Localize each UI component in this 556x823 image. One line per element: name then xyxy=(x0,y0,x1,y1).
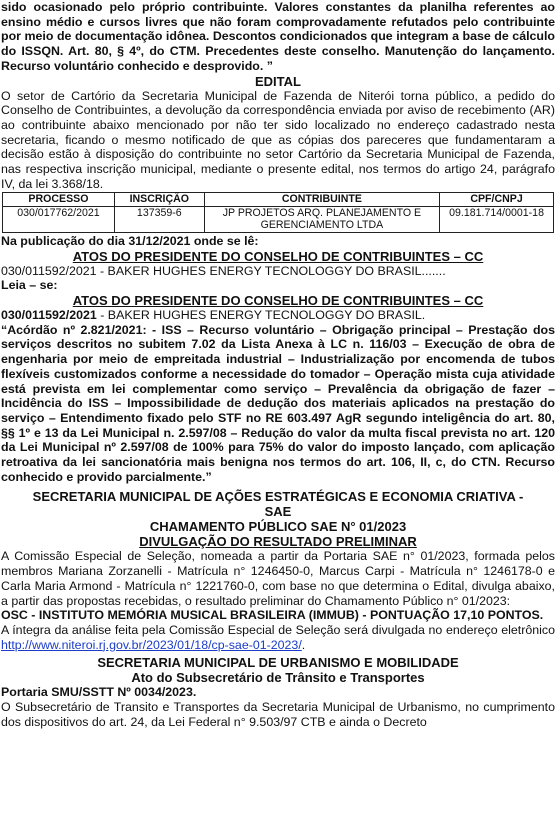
sae-divulgacao: DIVULGAÇÃO DO RESULTADO PRELIMINAR xyxy=(139,534,417,550)
sae-chamamento: CHAMAMENTO PÚBLICO SAE N° 01/2023 xyxy=(149,519,407,535)
table-header: CPF/CNPJ xyxy=(440,193,554,207)
acordao-text: “Acórdão nº 2.821/2021: - ISS – Recurso voluntário – Obrigação principal – Prestação dos serviços descritos no subitem 7.02 da Lista Anexa à LC n. 116/03 – Execução de obra de engenharia por meio de empreitada industrial – Industrialização por encomenda de tubos flexíveis customizados conforme a necessidade do tomador – Operação mista cuja atividade está prevista em lei complementar como serviço – Prevalência da obrigação de fazer – Incidência do ISS – Impossibilidade de dedução dos materiais aplicados na prestação do serviço – Entendimento fixado pelo STF no RE 603.497 AgR segundo inteligência do art. 80, §§ 1º e 13 da Lei Municipal n. 2.597/08 – Redução do valor da multa fiscal prevista no art. 120 da Lei Municipal nº 2.597/08 de 100% para 75% do valor do imposto lançado, com aplicação retroativa da lei sancionatória mais benigna nos termos do art. 106, II, c, do CTN. Recurso conhecido e provido parcialmente.” xyxy=(1,322,555,484)
errata-heading-2: ATOS DO PRESIDENTE DO CONSELHO DE CONTRIBUINTES – CC xyxy=(72,293,484,309)
errata-item-1: 030/011592/2021 - BAKER HUGHES ENERGY TECNOLOGGY DO BRASIL....... xyxy=(1,263,446,278)
process-company: - BAKER HUGHES ENERGY TECNOLOGGY DO BRASIL. xyxy=(96,308,426,323)
sae-acronym: SAE xyxy=(264,504,292,520)
table-cell-cnpj: 09.181.714/0001-18 xyxy=(440,206,554,232)
edital-table xyxy=(2,192,554,233)
table-cell-processo: 030/017762/2021 xyxy=(3,206,115,232)
smu-title: SECRETARIA MUNICIPAL DE URBANISMO E MOBILIDADE xyxy=(97,655,459,671)
table-header-row xyxy=(3,193,554,207)
sae-integra xyxy=(0,623,556,652)
errata-leia: Leia – se: xyxy=(1,278,58,293)
process-number: 030/011592/2021 xyxy=(1,308,97,323)
decision-summary: sido ocasionado pelo próprio contribuinte. Valores constantes da planilha referentes ao ensino médio e cursos livres que não foram comprovadamente refutados pelo contribuinte por meio de documentação idônea. Descontos condicionados que integram a base de cálculo do ISSQN. Art. 80, § 4º, do CTM. Precedentes deste conselho. Manutenção do lançamento. Recurso voluntário conhecido e desprovido. ” xyxy=(1,0,555,73)
table-header: INSCRIÇÃO xyxy=(114,193,204,207)
table-row xyxy=(3,206,554,232)
table-cell-contribuinte: JP PROJETOS ARQ. PLANEJAMENTO E GERENCIAMENTO LTDA xyxy=(204,206,439,232)
smu-body: O Subsecretário de Transito e Transportes da Secretaria Municipal de Urbanismo, no cumprimento dos dispositivos do art. 24, da Lei Federal n° 9.503/97 CTB e ainda o Decreto xyxy=(1,700,555,729)
smu-portaria: Portaria SMU/SSTT Nº 0034/2023. xyxy=(1,685,197,700)
errata-item-2 xyxy=(0,308,556,323)
sae-body: A Comissão Especial de Seleção, nomeada a partir da Portaria SAE n° 01/2023, formada pelos membros Mariana Zorzanelli - Matrícula n° 1246450-0, Marcus Carpi - Matrícula n° 1246178-0 e Carla Maria Armond - Matrícula n° 1221760-0, com base no que determina o Edital, divulga abaixo, a partir das propostas recebidas, o resultado preliminar do Chamamento Público n° 01/2023: xyxy=(1,549,555,608)
errata-heading-1: ATOS DO PRESIDENTE DO CONSELHO DE CONTRIBUINTES – CC xyxy=(72,248,484,264)
sae-integra-end: . xyxy=(301,637,306,652)
errata-intro: Na publicação do dia 31/12/2021 onde se lê: xyxy=(1,233,259,248)
edital-title: EDITAL xyxy=(255,73,301,89)
sae-link[interactable]: http://www.niteroi.rj.gov.br/2023/01/18/cp-sae-01-2023/ xyxy=(1,637,302,652)
table-header: PROCESSO xyxy=(3,193,115,207)
table-header: CONTRIBUINTE xyxy=(204,193,439,207)
smu-subtitle: Ato do Subsecretário de Trânsito e Transportes xyxy=(131,670,425,686)
sae-result: OSC - INSTITUTO MEMÓRIA MUSICAL BRASILEIRA (IMMUB) - PONTUAÇÃO 17,10 PONTOS. xyxy=(1,608,544,623)
table-cell-inscricao: 137359-6 xyxy=(114,206,204,232)
sae-title: SECRETARIA MUNICIPAL DE AÇÕES ESTRATÉGICAS E ECONOMIA CRIATIVA - xyxy=(32,489,524,505)
sae-integra-text: A íntegra da análise feita pela Comissão Especial de Seleção será divulgada no endereço eletrônico xyxy=(1,623,555,637)
edital-body: O setor de Cartório da Secretaria Municipal de Fazenda de Niterói torna público, a pedido do Conselho de Contribuintes, a devolução da correspondência enviada por aviso de recebimento (AR) ao contribuinte abaixo mencionado por não ter sido localizado no endereço cadastrado nesta secretaria, ficando o mesmo notificado de que as cópias dos pareceres que fundamentaram a decisão estão à disposição do contribuinte no setor Cartório da Secretaria Municipal de Fazenda, nas respectiva inscrição municipal, mediante o presente edital, nos termos do artigo 24, parágrafo IV, da lei 3.368/18. xyxy=(1,88,555,191)
